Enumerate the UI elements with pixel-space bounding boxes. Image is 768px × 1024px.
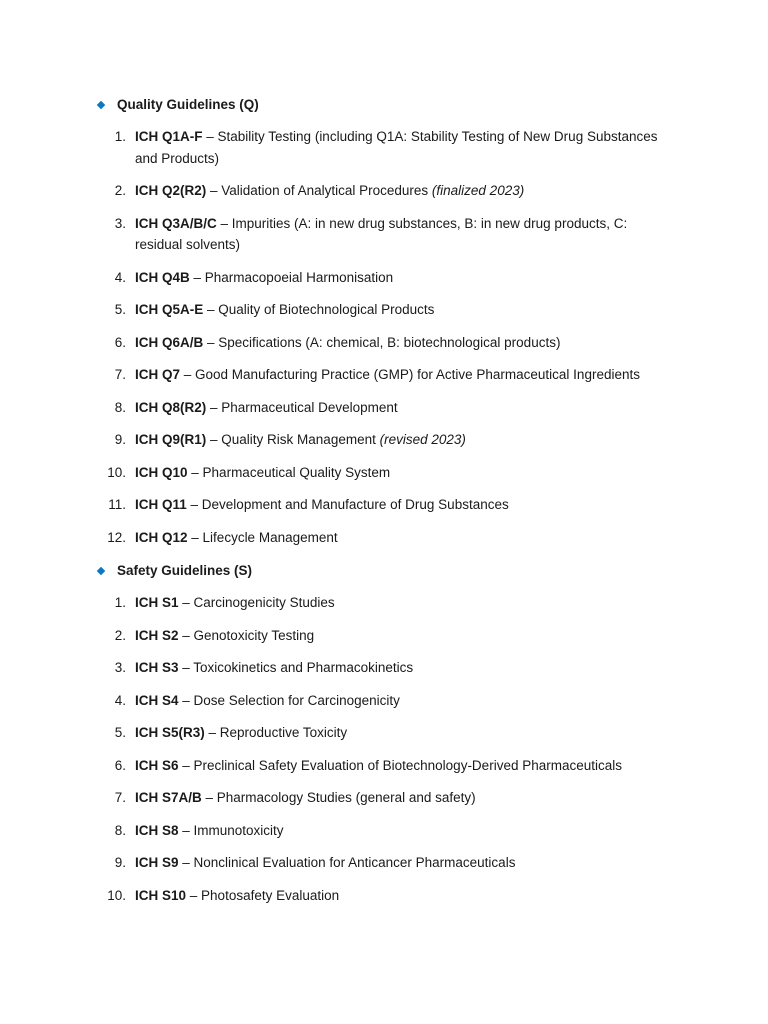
- separator-dash: –: [187, 529, 203, 545]
- item-number: 7.: [114, 367, 126, 382]
- separator-dash: –: [201, 790, 217, 805]
- item-number: 8.: [114, 822, 126, 838]
- item-number: 9.: [114, 855, 126, 870]
- separator-dash: –: [203, 334, 219, 350]
- list-item: [96, 364, 676, 386]
- diamond-bullet-icon: [97, 567, 105, 575]
- separator-dash: –: [178, 855, 194, 870]
- guideline-title: Dose Selection for Carcinogenicity: [193, 692, 400, 708]
- guideline-title: Carcinogenicity Studies: [193, 595, 335, 610]
- item-number: 2.: [114, 627, 126, 643]
- separator-dash: –: [206, 399, 222, 415]
- separator-dash: –: [178, 757, 194, 773]
- item-number: 4.: [114, 692, 126, 708]
- list-item: [96, 462, 676, 484]
- guideline-code: ICH Q5A-E: [135, 302, 204, 317]
- guideline-code: ICH S3: [135, 660, 179, 675]
- guideline-title: Reproductive Toxicity: [219, 725, 348, 740]
- section-heading: [96, 561, 676, 581]
- list-item: [96, 397, 676, 419]
- guideline-title: Nonclinical Evaluation for Anticancer Pharmaceuticals: [193, 855, 516, 870]
- list-item: [96, 332, 676, 354]
- quality-guidelines-list: [96, 126, 676, 548]
- guideline-title: Validation of Analytical Procedures: [221, 183, 432, 198]
- guideline-code: ICH S7A/B: [135, 790, 202, 805]
- item-number: 4.: [114, 269, 126, 285]
- list-item: [96, 722, 676, 744]
- guideline-code: ICH Q11: [135, 497, 187, 512]
- guideline-title: Pharmaceutical Quality System: [202, 464, 391, 480]
- separator-dash: –: [186, 887, 202, 903]
- item-number: 11.: [108, 497, 126, 512]
- separator-dash: –: [187, 464, 203, 480]
- list-item: [96, 126, 676, 169]
- item-number: 5.: [114, 302, 126, 317]
- guideline-note: (finalized 2023): [431, 183, 525, 198]
- guideline-code: ICH S8: [135, 822, 179, 838]
- item-number: 8.: [114, 399, 126, 415]
- diamond-bullet-icon: [97, 101, 105, 109]
- item-number: 2.: [114, 183, 126, 198]
- separator-dash: –: [178, 822, 194, 838]
- guideline-title: Stability Testing (including Q1A: Stability Testing of New Drug Substances and Products): [135, 129, 658, 166]
- guideline-code: ICH S2: [135, 627, 179, 643]
- separator-dash: –: [180, 367, 196, 382]
- guideline-title: Photosafety Evaluation: [201, 887, 340, 903]
- guideline-code: ICH Q2(R2): [135, 183, 207, 198]
- item-number: 6.: [114, 334, 126, 350]
- list-item: [96, 657, 676, 679]
- separator-dash: –: [186, 497, 202, 512]
- guideline-title: Toxicokinetics and Pharmacokinetics: [193, 660, 414, 675]
- quality-guidelines-section: [96, 95, 676, 548]
- item-number: 3.: [114, 660, 126, 675]
- guideline-code: ICH Q9(R1): [135, 432, 207, 447]
- item-number: 3.: [114, 215, 126, 231]
- list-item: [96, 755, 676, 777]
- guideline-code: ICH Q7: [135, 367, 181, 382]
- list-item: [96, 213, 676, 256]
- list-item: [96, 787, 676, 809]
- guideline-code: ICH S10: [135, 887, 187, 903]
- guideline-title: Preclinical Safety Evaluation of Biotechnology-Derived Pharmaceuticals: [193, 757, 622, 773]
- separator-dash: –: [202, 129, 218, 144]
- guideline-code: ICH Q8(R2): [135, 399, 207, 415]
- guideline-title: Pharmacology Studies (general and safety): [216, 790, 476, 805]
- list-item: [96, 852, 676, 874]
- guideline-title: Immunotoxicity: [193, 822, 284, 838]
- separator-dash: –: [206, 432, 222, 447]
- guideline-code: ICH S5(R3): [135, 725, 205, 740]
- separator-dash: –: [189, 269, 205, 285]
- guideline-title: Quality of Biotechnological Products: [218, 302, 435, 317]
- list-item: [96, 527, 676, 549]
- item-number: 9.: [114, 432, 126, 447]
- item-number: 10.: [107, 464, 126, 480]
- separator-dash: –: [178, 692, 194, 708]
- list-item: [96, 625, 676, 647]
- guideline-title: Good Manufacturing Practice (GMP) for Active Pharmaceutical Ingredients: [195, 367, 640, 382]
- list-item: [96, 885, 676, 907]
- separator-dash: –: [178, 595, 194, 610]
- guideline-code: ICH Q6A/B: [135, 334, 204, 350]
- guideline-title: Genotoxicity Testing: [193, 627, 315, 643]
- guideline-code: ICH S1: [135, 595, 179, 610]
- separator-dash: –: [204, 725, 220, 740]
- item-number: 7.: [114, 790, 126, 805]
- guideline-title: Specifications (A: chemical, B: biotechnological products): [218, 334, 561, 350]
- item-number: 1.: [114, 595, 126, 610]
- guideline-code: ICH Q1A-F: [135, 129, 203, 144]
- list-item: [96, 592, 676, 614]
- separator-dash: –: [206, 183, 222, 198]
- section-heading: [96, 95, 676, 115]
- guideline-title: Quality Risk Management: [221, 432, 380, 447]
- list-item: [96, 690, 676, 712]
- item-number: 1.: [114, 129, 126, 144]
- section-title: Quality Guidelines (Q): [117, 97, 259, 112]
- list-item: [96, 180, 676, 202]
- list-item: [96, 494, 676, 516]
- item-number: 10.: [107, 887, 126, 903]
- list-item: [96, 820, 676, 842]
- item-number: 5.: [114, 725, 126, 740]
- guideline-title: Pharmacopoeial Harmonisation: [204, 269, 394, 285]
- safety-guidelines-section: [96, 561, 676, 906]
- item-number: 12.: [107, 529, 126, 545]
- guideline-title: Pharmaceutical Development: [221, 399, 398, 415]
- guideline-code: ICH S9: [135, 855, 179, 870]
- guideline-code: ICH S4: [135, 692, 179, 708]
- separator-dash: –: [178, 627, 194, 643]
- separator-dash: –: [178, 660, 194, 675]
- guideline-code: ICH Q12: [135, 529, 188, 545]
- guideline-code: ICH Q4B: [135, 269, 190, 285]
- guideline-title: Development and Manufacture of Drug Substances: [201, 497, 509, 512]
- list-item: [96, 299, 676, 321]
- separator-dash: –: [216, 215, 232, 231]
- section-title: Safety Guidelines (S): [117, 563, 253, 578]
- guideline-code: ICH Q3A/B/C: [135, 215, 217, 231]
- list-item: [96, 267, 676, 289]
- guideline-code: ICH Q10: [135, 464, 188, 480]
- item-number: 6.: [114, 757, 126, 773]
- separator-dash: –: [203, 302, 219, 317]
- list-item: [96, 429, 676, 451]
- guideline-note: (revised 2023): [379, 432, 466, 447]
- guideline-title: Lifecycle Management: [202, 529, 338, 545]
- guideline-code: ICH S6: [135, 757, 179, 773]
- guideline-title: Impurities (A: in new drug substances, B: in new drug products, C: residual solvents): [135, 215, 628, 252]
- safety-guidelines-list: [96, 592, 676, 906]
